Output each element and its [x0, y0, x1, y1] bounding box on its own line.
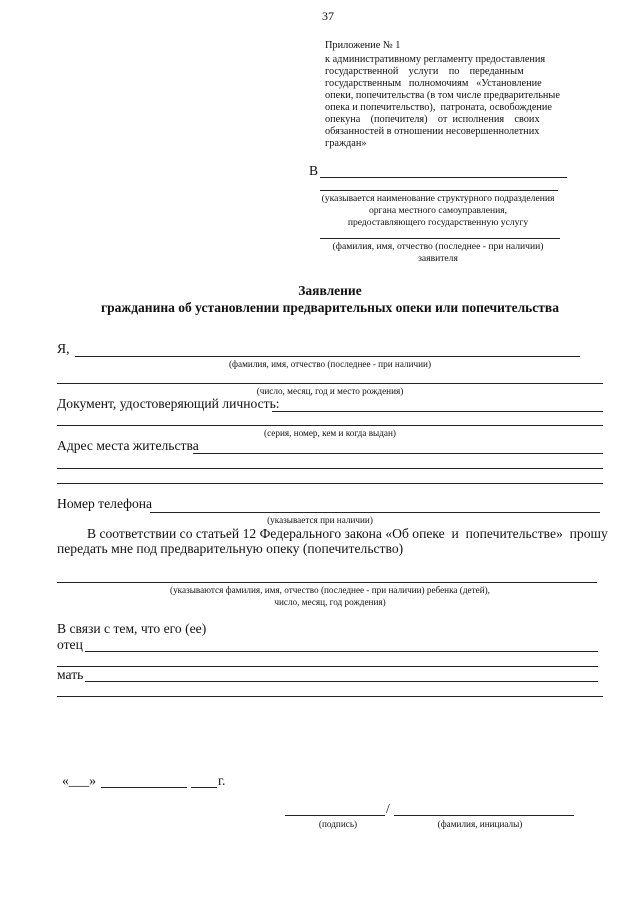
child-hint-2: число, месяц, год рождения) [274, 597, 386, 607]
appendix-line: опека и попечительство), патроната, освобождение [325, 102, 552, 113]
org-name-line-2[interactable] [320, 190, 558, 191]
appendix-line: государственной услуги по переданным [325, 66, 524, 77]
signature-hint: (подпись) [318, 819, 358, 829]
birth-hint: (число, месяц, год и место рождения) [256, 386, 404, 396]
child-hint: (указываются фамилия, имя, отчество (последнее - при наличии) ребенка (детей), [170, 585, 490, 595]
applicant-name-line[interactable] [320, 238, 560, 239]
address-field[interactable] [193, 453, 603, 454]
appendix-line: государственным полномочиям «Установление [325, 78, 542, 89]
document-subtitle: гражданина об установлении предварительных опеки или попечительства [101, 300, 559, 315]
father-field[interactable] [85, 651, 598, 652]
applicant-hint: заявителя [418, 253, 458, 264]
appendix-line: обязанностей в отношении несовершеннолетних [325, 126, 540, 137]
address-field-3[interactable] [57, 483, 603, 484]
doc-hint: (серия, номер, кем и когда выдан) [264, 428, 396, 438]
appendix-line: граждан» [325, 138, 367, 149]
phone-field[interactable] [150, 512, 600, 513]
signature-field[interactable] [285, 815, 385, 816]
page-number: 37 [322, 9, 334, 23]
appendix-line: опекуна (попечителя) от исполнения своих [325, 114, 540, 125]
date-suffix: г. [218, 773, 226, 788]
mother-label: мать [57, 667, 84, 682]
child-field[interactable] [57, 582, 597, 583]
initials-field[interactable] [394, 815, 574, 816]
signature-separator: / [386, 801, 390, 816]
document-title: Заявление [298, 283, 362, 298]
father-label: отец [57, 637, 83, 652]
org-hint: органа местного самоуправления, [368, 205, 508, 216]
request-text-2: передать мне под предварительную опеку (попечительство) [57, 541, 404, 556]
phone-label: Номер телефона [57, 496, 153, 511]
i-label: Я, [57, 341, 70, 356]
father-field-2[interactable] [57, 666, 598, 667]
mother-field[interactable] [85, 681, 598, 682]
applicant-hint: (фамилия, имя, отчество (последнее - при наличии) [332, 241, 544, 252]
org-name-line[interactable] [320, 177, 567, 178]
birth-field[interactable] [57, 383, 603, 384]
request-text: В соответствии со статьей 12 Федерального закона «Об опеке и попечительстве» прошу [87, 526, 608, 541]
doc-field[interactable] [272, 411, 603, 412]
org-hint: (указывается наименование структурного подразделения [321, 193, 555, 204]
reason-label: В связи с тем, что его (ее) [57, 621, 207, 636]
appendix-line: к административному регламенту предоставления [325, 54, 546, 65]
mother-field-2[interactable] [57, 696, 603, 697]
initials-hint: (фамилия, инициалы) [437, 819, 523, 829]
org-hint: предоставляющего государственную услугу [347, 217, 529, 228]
doc-field-2[interactable] [57, 425, 603, 426]
date-day[interactable]: «___» [62, 773, 96, 788]
address-field-2[interactable] [57, 468, 603, 469]
date-month-field[interactable] [101, 787, 187, 788]
date-year-field[interactable] [191, 787, 217, 788]
appendix-title: Приложение № 1 [325, 40, 401, 51]
to-prefix: В [309, 163, 319, 178]
fio-field[interactable] [75, 356, 580, 357]
fio-hint: (фамилия, имя, отчество (последнее - при наличии) [229, 359, 431, 369]
doc-label: Документ, удостоверяющий личность: [57, 396, 280, 411]
phone-hint: (указывается при наличии) [267, 515, 373, 525]
address-label: Адрес места жительства [57, 438, 199, 453]
appendix-line: опеки, попечительства (в том числе предварительные [325, 90, 560, 101]
